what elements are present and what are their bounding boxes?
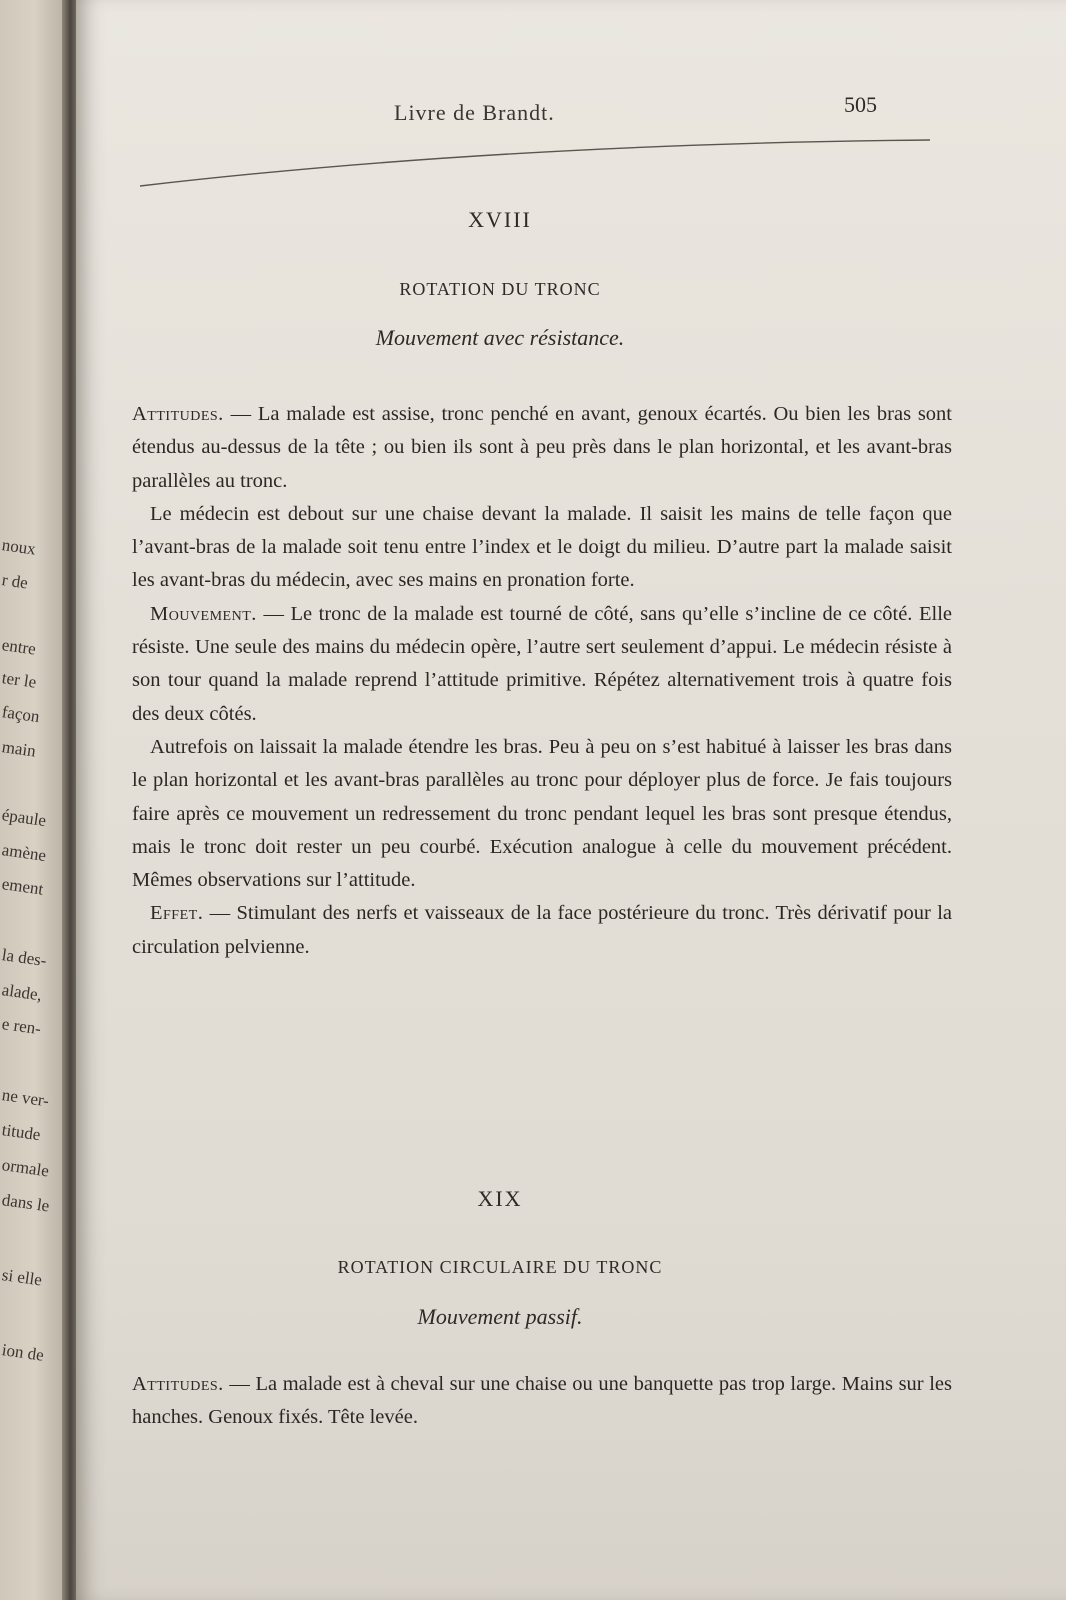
previous-page-fragment: la des-	[0, 945, 48, 971]
previous-page-fragment: titude	[0, 1120, 42, 1145]
previous-page-fragment: ne ver-	[0, 1085, 51, 1111]
previous-page-fragment: e ren-	[0, 1014, 43, 1039]
book-gutter	[62, 0, 76, 1600]
paragraph-attitudes-19	[132, 1368, 952, 1435]
previous-page-fragment: main	[0, 737, 38, 761]
section-number-18: XVIII	[468, 207, 532, 232]
previous-page-fragment: si elle	[0, 1265, 44, 1290]
attitudes-text-19: — La malade est à cheval sur une chaise ou une banquette pas trop large. Mains sur les hanches. Genoux fixés. Tête levée.	[132, 1373, 952, 1429]
previous-page-fragment: noux	[0, 535, 38, 559]
paragraph-effet	[132, 897, 952, 964]
effet-text: — Stimulant des nerfs et vaisseaux de la face postérieure du tronc. Très dérivatif pour la circulation pelvienne.	[132, 902, 952, 958]
attitudes-label-19: Attitudes.	[132, 1373, 224, 1395]
previous-page-fragment: épaule	[0, 805, 48, 831]
previous-page-fragment: ement	[0, 874, 45, 899]
section-body-19	[132, 1368, 952, 1435]
paragraph-medecin: Le médecin est debout sur une chaise devant la malade. Il saisit les mains de telle façon que l’avant-bras de la malade soit tenu entre l’index et le doigt du milieu. D’autre part la malade saisit les avant-bras du médecin, avec ses mains en pronation forte.	[132, 502, 952, 592]
mouvement-label: Mouvement.	[150, 602, 257, 625]
header-rule	[140, 136, 960, 196]
section-subtitle-19: Mouvement passif.	[417, 1304, 583, 1329]
previous-page-fragment: ormale	[0, 1155, 51, 1181]
paragraph-attitudes	[132, 398, 952, 498]
previous-page-fragment: façon	[0, 702, 41, 727]
previous-page-fragment: entre	[0, 635, 38, 659]
attitudes-text: — La malade est assise, tronc penché en avant, genoux écartés. Ou bien les bras sont étendus au-dessus de la tête ; ou bien ils sont à peu près dans le plan horizontal, et les avant-bras parallèles au tronc.	[132, 403, 952, 492]
attitudes-label: Attitudes.	[132, 403, 224, 425]
previous-page-fragment: r de	[0, 570, 30, 593]
running-title: Livre de Brandt.	[394, 100, 555, 125]
previous-page-fragment: alade,	[0, 980, 44, 1005]
previous-page-fragment: ion de	[0, 1340, 46, 1365]
effet-label: Effet.	[150, 902, 204, 925]
section-subtitle-18: Mouvement avec résistance.	[375, 325, 625, 350]
section-title-18: ROTATION DU TRONC	[399, 279, 601, 299]
previous-page-edge	[0, 0, 62, 1600]
previous-page-fragment: ter le	[0, 668, 38, 692]
section-body-18	[132, 398, 952, 964]
paragraph-mouvement	[132, 598, 952, 731]
section-title-19: ROTATION CIRCULAIRE DU TRONC	[337, 1257, 663, 1277]
paragraph-autrefois: Autrefois on laissait la malade étendre les bras. Peu à peu on s’est habitué à laisser les bras dans le plan horizontal et les avant-bras parallèles au tronc pour déployer plus de force. Je fais toujours faire après ce mouvement un redressement du tronc pendant lequel les bras sont presque étendus, mais le tronc doit rester un peu courbé. Exécution analogue à celle du mouvement précédent. Mêmes observations sur l’attitude.	[132, 735, 952, 892]
previous-page-fragment: dans le	[0, 1190, 51, 1216]
mouvement-text: — Le tronc de la malade est tourné de côté, sans qu’elle s’incline de ce côté. Elle résiste. Une seule des mains du médecin opère, l’autre sert seulement d’appui. Le médecin résiste à son tour quand la malade reprend l’attitude primitive. Répétez alternativement trois à quatre fois des deux côtés.	[132, 602, 952, 725]
book-page	[76, 0, 1066, 1600]
section-number-19: XIX	[477, 1186, 523, 1211]
page-number: 505	[844, 92, 877, 117]
previous-page-fragment: amène	[0, 840, 48, 866]
